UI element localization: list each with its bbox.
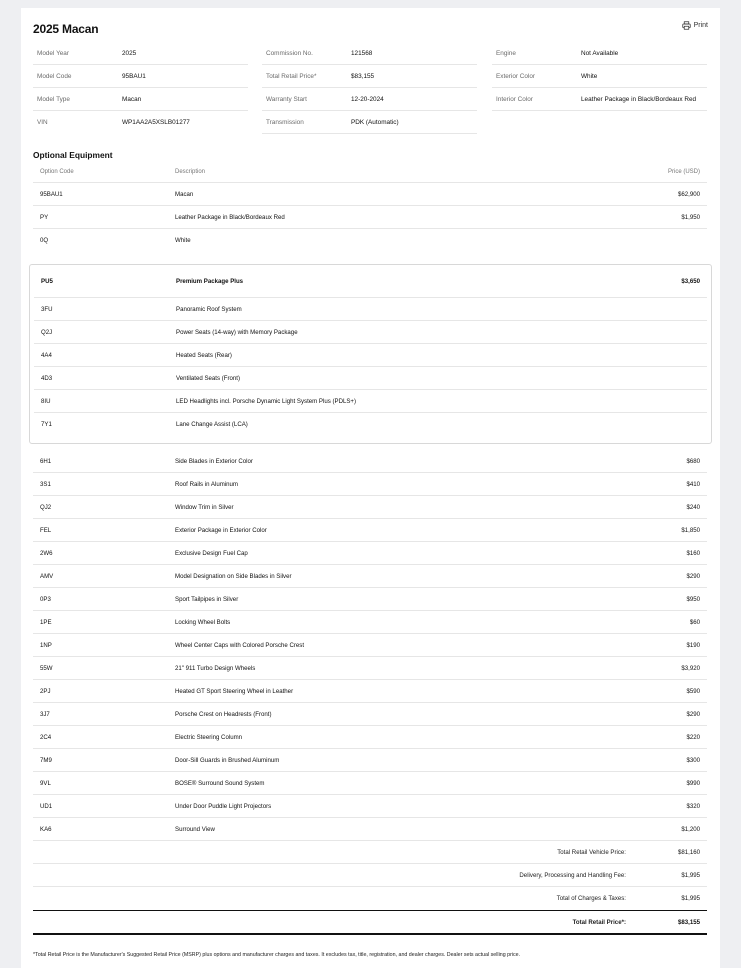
table-row bbox=[33, 565, 707, 588]
package-header-row bbox=[34, 265, 707, 298]
total-value: $81,160 bbox=[677, 849, 700, 856]
spec-label: Exterior Color bbox=[496, 72, 536, 80]
option-code: 2W6 bbox=[40, 549, 53, 557]
option-code: AMV bbox=[40, 572, 54, 580]
option-price: $290 bbox=[686, 710, 700, 718]
header-price: Price (USD) bbox=[667, 169, 700, 175]
grand-total-row bbox=[33, 910, 707, 935]
option-description: Macan bbox=[175, 190, 194, 198]
option-description: Door-Sill Guards in Brushed Aluminum bbox=[175, 756, 280, 764]
table-row bbox=[33, 772, 707, 795]
spec-value: Leather Package in Black/Bordeaux Red bbox=[581, 95, 697, 103]
table-row bbox=[33, 473, 707, 496]
option-description: Exterior Package in Exterior Color bbox=[175, 526, 267, 534]
total-value: $1,995 bbox=[681, 895, 700, 902]
table-row bbox=[33, 183, 707, 206]
grand-total-value: $83,155 bbox=[677, 919, 700, 926]
table-row bbox=[33, 749, 707, 772]
option-description: Heated Seats (Rear) bbox=[176, 351, 232, 359]
printer-icon bbox=[682, 21, 691, 30]
table-row bbox=[33, 726, 707, 749]
spec-value: Not Available bbox=[581, 49, 619, 57]
option-code: QJ2 bbox=[40, 503, 52, 511]
specs-column-1 bbox=[33, 42, 248, 134]
option-description: Locking Wheel Bolts bbox=[175, 618, 231, 626]
spec-value: $83,155 bbox=[351, 72, 375, 80]
option-price: $300 bbox=[686, 756, 700, 764]
option-description: Window Trim in Silver bbox=[175, 503, 234, 511]
package-item-row bbox=[34, 298, 707, 321]
table-row bbox=[33, 657, 707, 680]
option-price: $60 bbox=[689, 618, 700, 626]
header-description: Description bbox=[175, 169, 206, 175]
specs-column-2 bbox=[262, 42, 477, 134]
option-price: $62,900 bbox=[677, 190, 700, 198]
option-description: Lane Change Assist (LCA) bbox=[176, 421, 248, 428]
option-code: 2PJ bbox=[40, 687, 51, 695]
option-code: 3J7 bbox=[40, 710, 50, 718]
option-code: 4D3 bbox=[41, 374, 53, 382]
option-description: Power Seats (14-way) with Memory Package bbox=[176, 328, 298, 336]
option-code: KA6 bbox=[40, 825, 52, 833]
total-label: Total Retail Vehicle Price: bbox=[557, 849, 626, 856]
options-table bbox=[33, 450, 707, 935]
option-price: $1,200 bbox=[681, 825, 700, 833]
option-price: $1,950 bbox=[681, 213, 700, 221]
package-item-row bbox=[34, 367, 707, 390]
option-price: $590 bbox=[686, 687, 700, 695]
table-row bbox=[33, 519, 707, 542]
option-code: 3S1 bbox=[40, 480, 51, 488]
option-description: Surround View bbox=[175, 825, 215, 833]
option-description: Ventilated Seats (Front) bbox=[176, 374, 241, 382]
spec-label: Model Code bbox=[37, 72, 72, 80]
option-description: Leather Package in Black/Bordeaux Red bbox=[175, 213, 285, 221]
total-label: Total of Charges & Taxes: bbox=[556, 895, 626, 902]
total-label: Delivery, Processing and Handling Fee: bbox=[519, 872, 626, 879]
table-row bbox=[33, 450, 707, 473]
specs-column-3 bbox=[492, 42, 707, 111]
table-row bbox=[33, 818, 707, 841]
spec-label: Model Year bbox=[37, 49, 69, 57]
table-row bbox=[33, 229, 707, 252]
spec-value: 12-20-2024 bbox=[351, 95, 384, 103]
package-item-row bbox=[34, 344, 707, 367]
total-value: $1,995 bbox=[681, 872, 700, 879]
option-code: 0P3 bbox=[40, 595, 51, 603]
option-code: 1NP bbox=[40, 641, 52, 649]
spec-label: Model Type bbox=[37, 95, 70, 103]
vehicle-details-card bbox=[21, 8, 720, 968]
option-price: $950 bbox=[686, 595, 700, 603]
option-description: Model Designation on Side Blades in Silver bbox=[175, 572, 292, 580]
table-row bbox=[33, 703, 707, 726]
package-item-row bbox=[34, 321, 707, 344]
option-description: Side Blades in Exterior Color bbox=[175, 457, 253, 465]
spec-value: 2025 bbox=[122, 49, 137, 57]
spec-value: 121568 bbox=[351, 49, 373, 57]
optional-equipment-title: Optional Equipment bbox=[33, 150, 113, 160]
spec-label: VIN bbox=[37, 119, 48, 126]
option-code: 1PE bbox=[40, 618, 52, 626]
table-row bbox=[33, 206, 707, 229]
package-item-row bbox=[34, 390, 707, 413]
spec-value: Macan bbox=[122, 95, 142, 103]
page-title: 2025 Macan bbox=[33, 22, 99, 36]
option-description: White bbox=[175, 237, 191, 244]
table-row bbox=[33, 611, 707, 634]
option-code: 4A4 bbox=[41, 351, 52, 359]
total-row bbox=[33, 887, 707, 910]
option-price: $240 bbox=[686, 503, 700, 511]
table-row bbox=[33, 496, 707, 519]
option-code: 6H1 bbox=[40, 457, 52, 465]
option-code: 9VL bbox=[40, 779, 51, 787]
option-description: Porsche Crest on Headrests (Front) bbox=[175, 710, 272, 718]
option-code: Q2J bbox=[41, 328, 53, 336]
option-description: Roof Rails in Aluminum bbox=[175, 480, 238, 488]
option-description: LED Headlights incl. Porsche Dynamic Light System Plus (PDLS+) bbox=[176, 397, 357, 405]
total-row bbox=[33, 841, 707, 864]
option-description: 21" 911 Turbo Design Wheels bbox=[175, 664, 256, 672]
option-description: Under Door Puddle Light Projectors bbox=[175, 802, 272, 810]
spec-label: Total Retail Price* bbox=[266, 72, 317, 80]
package-description: Premium Package Plus bbox=[176, 277, 244, 285]
spec-label: Warranty Start bbox=[266, 95, 307, 103]
option-price: $990 bbox=[686, 779, 700, 787]
total-row bbox=[33, 864, 707, 887]
option-price: $680 bbox=[686, 457, 700, 465]
option-description: Heated GT Sport Steering Wheel in Leather bbox=[175, 687, 294, 695]
table-row bbox=[33, 795, 707, 818]
package-item-row bbox=[34, 413, 707, 436]
option-code: 7Y1 bbox=[41, 421, 52, 428]
spec-label: Commission No. bbox=[266, 49, 313, 57]
package-code: PU5 bbox=[41, 277, 53, 285]
option-description: Electric Steering Column bbox=[175, 733, 243, 741]
option-price: $220 bbox=[686, 733, 700, 741]
option-price: $320 bbox=[686, 802, 700, 810]
footnote: *Total Retail Price is the Manufacturer's Suggested Retail Price (MSRP) plus options and manufacturer charges and taxes. It excludes tax, title, registration, and dealer charges. Dealer sets actual selling price. bbox=[33, 952, 521, 958]
option-code: 95BAU1 bbox=[40, 190, 63, 198]
option-code: 7M9 bbox=[40, 756, 52, 764]
spec-value: 95BAU1 bbox=[122, 72, 146, 80]
option-description: Sport Tailpipes in Silver bbox=[175, 595, 239, 603]
option-code: PY bbox=[40, 213, 49, 221]
options-table-top bbox=[33, 162, 707, 252]
option-price: $3,920 bbox=[681, 664, 700, 672]
grand-total-label: Total Retail Price*: bbox=[572, 919, 626, 926]
header-option-code: Option Code bbox=[40, 169, 74, 175]
option-price: $190 bbox=[686, 641, 700, 649]
package-price: $3,650 bbox=[681, 277, 700, 285]
premium-package-group bbox=[29, 264, 712, 444]
option-price: $160 bbox=[686, 549, 700, 557]
option-description: Panoramic Roof System bbox=[176, 305, 242, 313]
print-label: Print bbox=[693, 22, 708, 29]
option-code: 0Q bbox=[40, 237, 49, 244]
spec-label: Engine bbox=[496, 49, 516, 57]
option-code: 3FU bbox=[41, 305, 53, 313]
table-row bbox=[33, 588, 707, 611]
spec-label: Transmission bbox=[266, 118, 304, 126]
option-price: $1,850 bbox=[681, 526, 700, 534]
table-row bbox=[33, 634, 707, 657]
table-header bbox=[33, 162, 707, 183]
table-row bbox=[33, 542, 707, 565]
print-button[interactable] bbox=[682, 21, 708, 30]
option-description: BOSE® Surround Sound System bbox=[175, 779, 265, 787]
option-code: 55W bbox=[40, 664, 53, 672]
spec-value: WP1AA2A5XSLB01277 bbox=[122, 119, 190, 126]
option-code: 2C4 bbox=[40, 733, 52, 741]
option-price: $290 bbox=[686, 572, 700, 580]
option-code: UD1 bbox=[40, 802, 53, 810]
spec-value: White bbox=[581, 72, 598, 80]
spec-value: PDK (Automatic) bbox=[351, 118, 399, 126]
option-code: 8IU bbox=[41, 397, 51, 405]
option-code: FEL bbox=[40, 526, 52, 534]
option-description: Exclusive Design Fuel Cap bbox=[175, 549, 248, 557]
spec-label: Interior Color bbox=[496, 95, 533, 103]
table-row bbox=[33, 680, 707, 703]
option-price: $410 bbox=[686, 480, 700, 488]
option-description: Wheel Center Caps with Colored Porsche Crest bbox=[175, 641, 305, 649]
